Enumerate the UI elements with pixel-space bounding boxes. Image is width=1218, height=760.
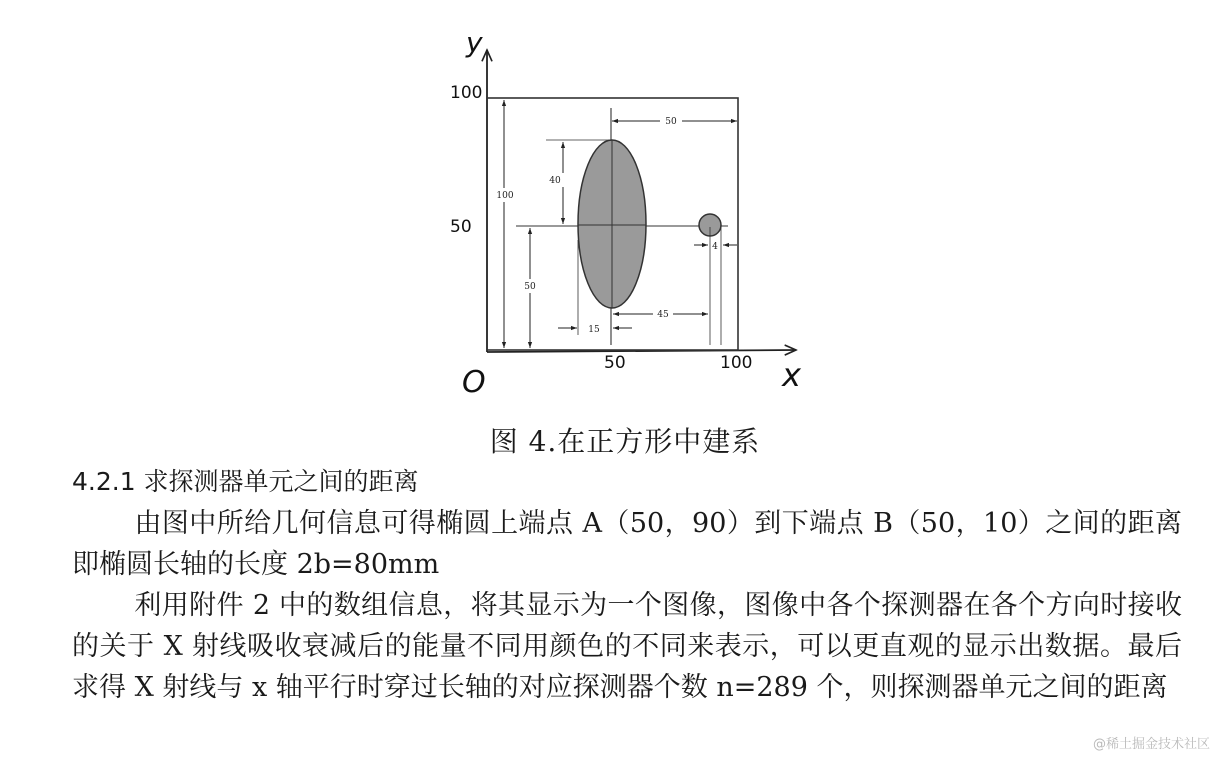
y-axis-label: y bbox=[466, 26, 483, 59]
paragraph-1 bbox=[72, 503, 1182, 585]
paragraph-2-text: 利用附件 2 中的数组信息，将其显示为一个图像，图像中各个探测器在各个方向时接收的关于 X 射线吸收衰减后的能量不同用颜色的不同来表示，可以更直观的显示出数据。最后求得 X 射线与 x 轴平行时穿过长轴的对应探测器个数 n=289 个，则探测器单元之间的距离 bbox=[72, 590, 1182, 703]
paragraph-2 bbox=[72, 585, 1182, 708]
x-tick-50: 50 bbox=[604, 353, 626, 373]
origin-label: O bbox=[462, 365, 486, 400]
paragraph-1-text: 由图中所给几何信息可得椭圆上端点 A（50，90）到下端点 B（50，10）之间的距离即椭圆长轴的长度 2b=80mm bbox=[72, 508, 1182, 580]
y-tick-100: 100 bbox=[450, 83, 483, 103]
x-axis-label: x bbox=[782, 356, 801, 394]
x-tick-100: 100 bbox=[720, 353, 753, 373]
dim-center-gap-label: 45 bbox=[657, 310, 669, 320]
y-tick-50: 50 bbox=[450, 217, 472, 237]
watermark: @稀土掘金技术社区 bbox=[1092, 737, 1210, 752]
section-heading: 4.2.1 求探测器单元之间的距离 bbox=[72, 467, 419, 496]
dim-ellipse-half-width-label: 15 bbox=[588, 325, 600, 335]
dim-top-width-label: 50 bbox=[665, 117, 677, 127]
figure-caption: 图 4.在正方形中建系 bbox=[489, 425, 761, 458]
dim-circle-diameter-label: 4 bbox=[712, 242, 718, 252]
dim-lower-label: 50 bbox=[524, 282, 536, 292]
dim-left-height-label: 100 bbox=[496, 191, 514, 201]
dim-ellipse-upper-label: 40 bbox=[549, 176, 561, 186]
